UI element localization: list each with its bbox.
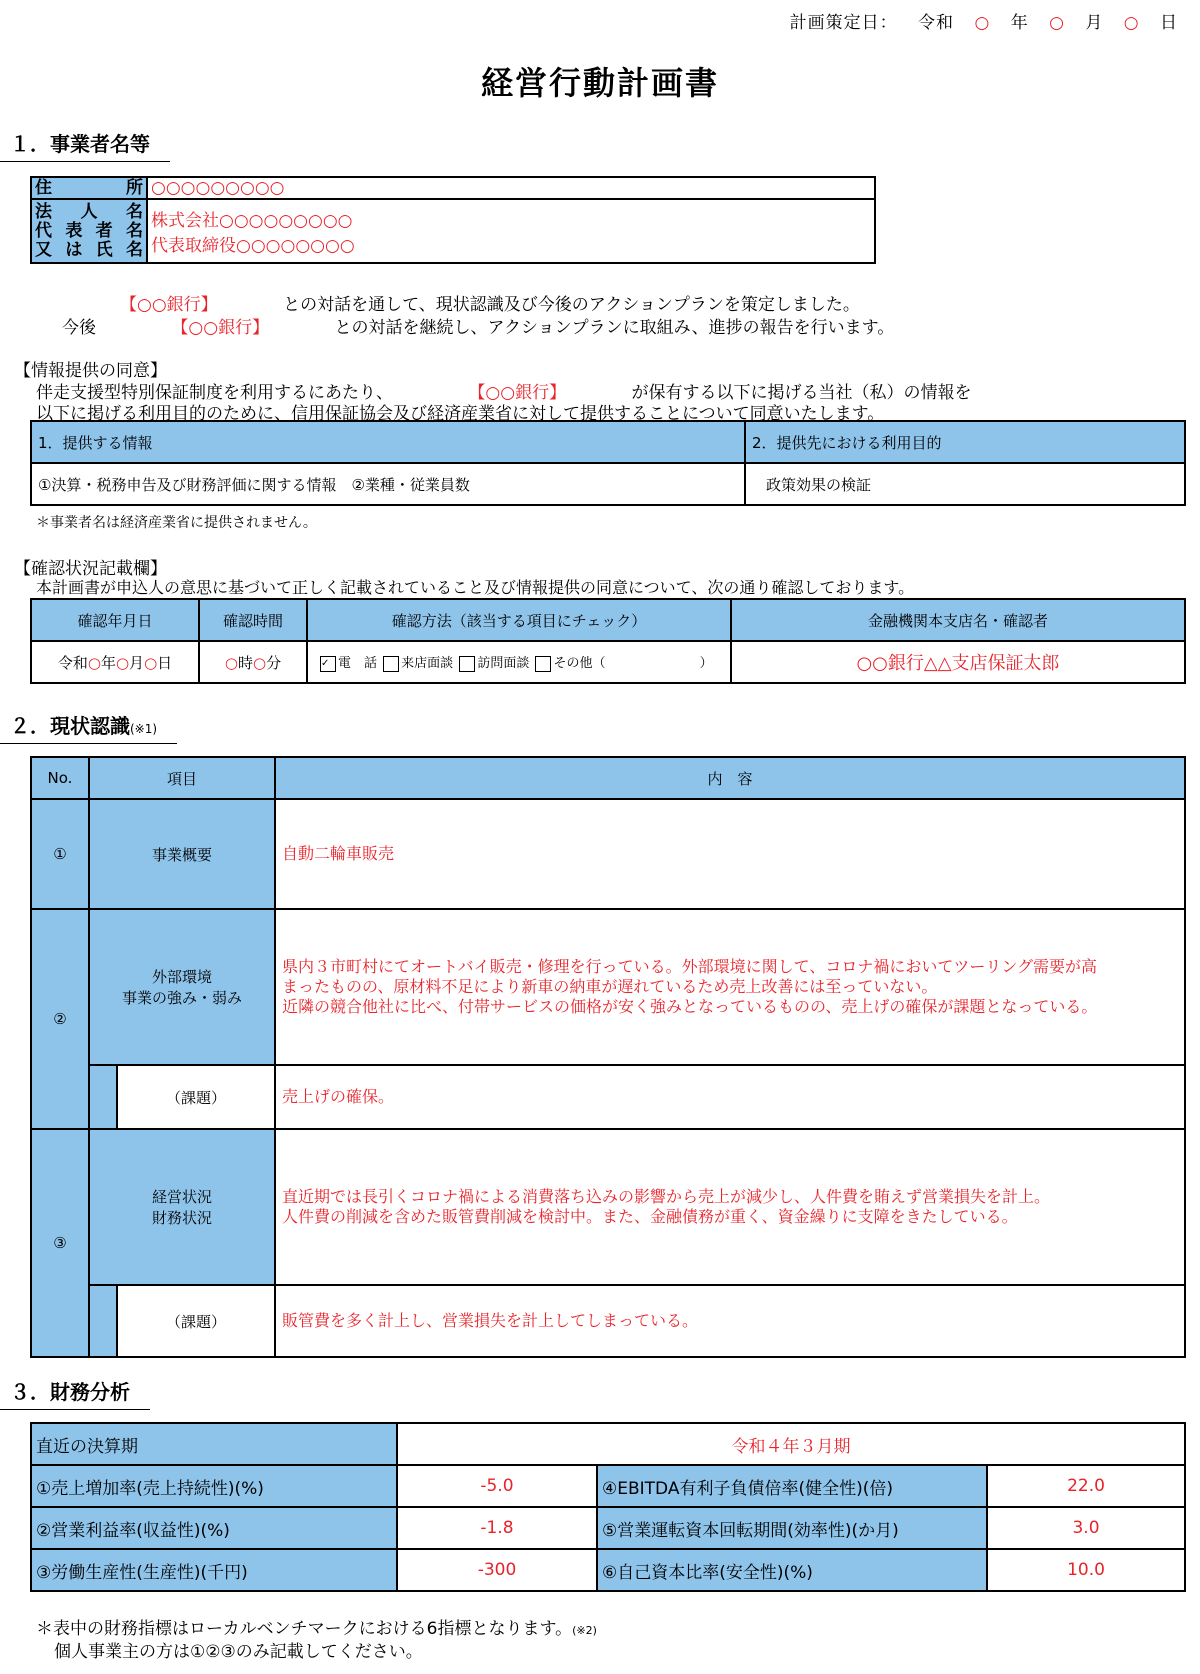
confirm-date-value[interactable]: 令和○年○月○日 bbox=[31, 641, 199, 683]
metric6-value[interactable]: 10.0 bbox=[987, 1549, 1185, 1591]
confirm-table bbox=[30, 598, 1186, 684]
confirm-method-value: ✓ 電 話 来店面談 訪問面談 その他（ ） bbox=[307, 641, 731, 683]
section1-heading: １．事業者名等 bbox=[0, 128, 170, 162]
row3-issue-label: （課題） bbox=[117, 1285, 275, 1357]
row3-value[interactable]: 直近期では長引くコロナ禍による消費落ち込みの影響から売上が減少し、人件費を賄えず営業損失を計上。 人件費の削減を含めた販管費削減を検討中。また、金融債務が重く、資金繰りに支障をきたしている。 bbox=[275, 1129, 1185, 1285]
plan-date-year[interactable]: ○ bbox=[974, 13, 991, 33]
info-col1-value: ①決算・税務申告及び財務評価に関する情報 ②業種・従業員数 bbox=[31, 463, 745, 505]
company-name: 株式会社○○○○○○○○○ bbox=[151, 211, 353, 231]
metric5-label: ⑤営業運転資本回転期間(効率性)(か月) bbox=[597, 1507, 987, 1549]
confirm-time-value[interactable]: ○時○分 bbox=[199, 641, 307, 683]
status-table bbox=[30, 756, 1186, 1358]
representative-name: 代表取締役○○○○○○○○ bbox=[151, 236, 355, 256]
metric2-value[interactable]: -1.8 bbox=[397, 1507, 597, 1549]
dialog-text-2: との対話を継続し、アクションプランに取組み、進捗の報告を行います。 bbox=[334, 318, 895, 338]
confirm-date-header: 確認年月日 bbox=[31, 599, 199, 641]
name-value[interactable] bbox=[147, 199, 875, 263]
year-unit: 年 bbox=[1010, 13, 1029, 33]
row2-no: ② bbox=[31, 909, 89, 1129]
dialog-text-1: との対話を通して、現状認識及び今後のアクションプランを策定しました。 bbox=[283, 295, 860, 315]
dialog-bank-2[interactable]: 【○○銀行】 bbox=[171, 318, 270, 338]
status-item-header: 項目 bbox=[89, 757, 275, 799]
period-value[interactable]: 令和４年３月期 bbox=[397, 1423, 1185, 1465]
consent-line-2: 以下に掲げる利用目的のために、信用保証協会及び経済産業省に対して提供することについて同意いたします。 bbox=[36, 404, 885, 424]
address-value[interactable]: ○○○○○○○○○ bbox=[147, 177, 875, 199]
phone-label: 電 話 bbox=[338, 656, 378, 672]
info-col2-header: 2．提供先における利用目的 bbox=[745, 421, 1185, 463]
row1-value[interactable]: 自動二輪車販売 bbox=[275, 799, 1185, 909]
confirm-method-header: 確認方法（該当する項目にチェック） bbox=[307, 599, 731, 641]
consent-heading: 【情報提供の同意】 bbox=[14, 361, 167, 381]
metric4-label: ④EBITDA有利子負債倍率(健全性)(倍) bbox=[597, 1465, 987, 1507]
dialog-bank-1[interactable]: 【○○銀行】 bbox=[120, 295, 218, 315]
status-content-header: 内 容 bbox=[275, 757, 1185, 799]
confirm-time-header: 確認時間 bbox=[199, 599, 307, 641]
dialog-line-1 bbox=[120, 290, 860, 315]
metric4-value[interactable]: 22.0 bbox=[987, 1465, 1185, 1507]
section3-heading: ３．財務分析 bbox=[0, 1376, 150, 1410]
visit-label: 訪問面談 bbox=[477, 656, 530, 672]
row3-issue-spacer bbox=[89, 1285, 117, 1357]
confirm-line: 本計画書が申込人の意思に基づいて正しく記載されていること及び情報提供の同意について、次の通り確認しております。 bbox=[36, 578, 915, 597]
other-label: その他（ bbox=[553, 656, 606, 672]
dialog-line-2 bbox=[62, 313, 894, 338]
info-col2-value: 政策効果の検証 bbox=[745, 463, 1185, 505]
address-label: 住 所 bbox=[31, 177, 147, 199]
finance-note-1: ＊表中の財務指標はローカルベンチマークにおける6指標となります。(※2) bbox=[36, 1619, 597, 1639]
plan-date-month[interactable]: ○ bbox=[1049, 13, 1065, 33]
row1-no: ① bbox=[31, 799, 89, 909]
metric1-value[interactable]: -5.0 bbox=[397, 1465, 597, 1507]
consent-line-1: 伴走支援型特別保証制度を利用するにあたり、 【○○銀行】 が保有する以下に掲げる当社（私）の情報を bbox=[36, 383, 972, 403]
page-title: 経営行動計画書 bbox=[480, 64, 719, 102]
name-label: 法 人 名 代 表 者 名 又 は 氏 名 bbox=[31, 199, 147, 263]
row3-no: ③ bbox=[31, 1129, 89, 1357]
dialog-prefix-2: 今後 bbox=[62, 318, 96, 338]
metric1-label: ①売上増加率(売上持続性)(%) bbox=[31, 1465, 397, 1507]
metric6-label: ⑥自己資本比率(安全性)(%) bbox=[597, 1549, 987, 1591]
plan-date-label: 計画策定日： bbox=[789, 13, 898, 33]
row3-item: 経営状況 財務状況 bbox=[89, 1129, 275, 1285]
phone-checkbox[interactable]: ✓ bbox=[320, 656, 336, 672]
metric3-label: ③労働生産性(生産性)(千円) bbox=[31, 1549, 397, 1591]
store-visit-checkbox[interactable] bbox=[383, 656, 399, 672]
row2-item: 外部環境 事業の強み・弱み bbox=[89, 909, 275, 1065]
row2-issue-value[interactable]: 売上げの確保。 bbox=[275, 1065, 1185, 1129]
status-no-header: No. bbox=[31, 757, 89, 799]
period-label: 直近の決算期 bbox=[31, 1423, 397, 1465]
business-table bbox=[30, 176, 876, 264]
confirm-bank-header: 金融機関本支店名・確認者 bbox=[731, 599, 1185, 641]
section2-heading: ２．現状認識(※1) bbox=[0, 710, 177, 744]
plan-date-day[interactable]: ○ bbox=[1123, 13, 1140, 33]
other-checkbox[interactable] bbox=[535, 656, 551, 672]
consent-note: ＊事業者名は経済産業省に提供されません。 bbox=[36, 515, 317, 531]
info-table bbox=[30, 420, 1186, 506]
day-unit: 日 bbox=[1160, 13, 1178, 33]
consent-bank[interactable]: 【○○銀行】 bbox=[468, 383, 567, 403]
confirm-bank-value[interactable]: ○○銀行△△支店保証太郎 bbox=[731, 641, 1185, 683]
financial-table bbox=[30, 1422, 1186, 1592]
plan-date-era: 令和 bbox=[918, 13, 955, 33]
row2-value[interactable]: 県内３市町村にてオートバイ販売・修理を行っている。外部環境に関して、コロナ禍においてツーリング需要が高 まったものの、原材料不足により新車の納車が遅れているため売上改善には至っていない。 近隣の競合他社に比べ、付帯サービスの価格が安く強みとなっているものの、売上げの確保が課題となっている。 bbox=[275, 909, 1185, 1065]
metric5-value[interactable]: 3.0 bbox=[987, 1507, 1185, 1549]
finance-note-2: 個人事業主の方は①②③のみ記載してください。 bbox=[54, 1642, 423, 1662]
visit-checkbox[interactable] bbox=[459, 656, 475, 672]
store-visit-label: 来店面談 bbox=[401, 656, 454, 672]
row1-item: 事業概要 bbox=[89, 799, 275, 909]
plan-date bbox=[776, 8, 1178, 33]
metric3-value[interactable]: -300 bbox=[397, 1549, 597, 1591]
metric2-label: ②営業利益率(収益性)(%) bbox=[31, 1507, 397, 1549]
info-col1-header: 1．提供する情報 bbox=[31, 421, 745, 463]
row2-issue-label: （課題） bbox=[117, 1065, 275, 1129]
month-unit: 月 bbox=[1085, 13, 1104, 33]
row2-issue-spacer bbox=[89, 1065, 117, 1129]
row3-issue-value[interactable]: 販管費を多く計上し、営業損失を計上してしまっている。 bbox=[275, 1285, 1185, 1357]
confirm-heading: 【確認状況記載欄】 bbox=[14, 559, 167, 579]
